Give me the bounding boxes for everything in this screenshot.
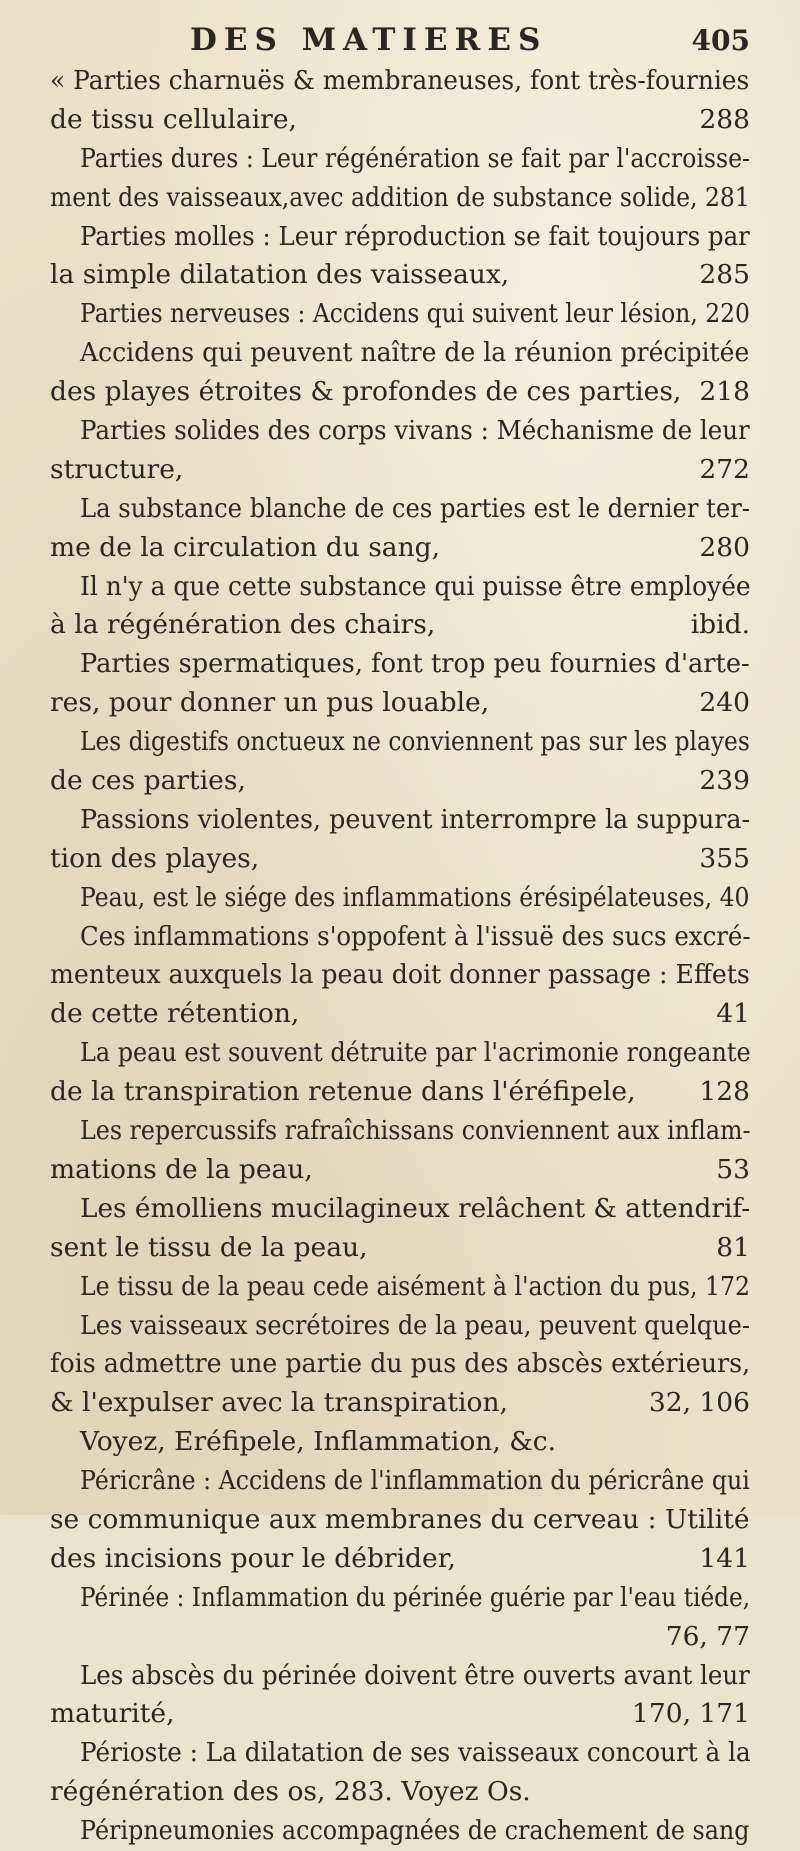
index-entry-text: des incisions pour le débrider,	[50, 1542, 456, 1574]
index-entry-text: Parties spermatiques, font trop peu fournies d'arte-	[80, 648, 750, 680]
index-line	[50, 412, 750, 451]
index-text	[50, 62, 750, 1851]
page-header	[60, 22, 750, 62]
index-line	[50, 1190, 750, 1229]
index-line	[50, 62, 750, 101]
index-line	[50, 956, 750, 995]
index-entry-text: fois admettre une partie du pus des abscès extérieurs,	[50, 1348, 751, 1380]
index-line	[50, 801, 750, 840]
index-entry-text: Les abscès du périnée doivent être ouverts avant leur	[80, 1659, 750, 1691]
page-reference: 53	[716, 1153, 750, 1185]
page-reference: 141	[699, 1542, 750, 1574]
page-reference: 128	[699, 1076, 750, 1108]
index-line	[50, 1462, 750, 1501]
index-entry-text: se communique aux membranes du cerveau : Utilité	[50, 1503, 750, 1535]
index-entry-text: ment des vaisseaux,avec addition de substance solide, 281	[50, 181, 750, 213]
index-entry-text: la simple dilatation des vaisseaux,	[50, 259, 510, 291]
index-entry-text: me de la circulation du sang,	[50, 531, 441, 563]
index-entry-text: Périnée : Inflammation du périnée guérie par l'eau tiéde,	[80, 1581, 751, 1613]
index-line	[50, 1073, 750, 1112]
index-entry-text: Parties nerveuses : Accidens qui suivent leur lésion, 220	[80, 298, 750, 330]
index-line	[50, 568, 750, 607]
page-reference: 32, 106	[648, 1387, 750, 1419]
index-line	[50, 1657, 750, 1696]
index-line	[50, 218, 750, 257]
index-entry-text: structure,	[50, 453, 184, 485]
index-entry-text: Il n'y a que cette substance qui puisse être employée	[80, 570, 751, 602]
index-entry-text: Ces inflammations s'oppofent à l'issuë des sucs excré-	[80, 920, 751, 952]
index-line	[50, 256, 750, 295]
page-reference: 239	[699, 765, 750, 797]
page-reference: 285	[699, 259, 750, 291]
index-entry-text: Passions violentes, peuvent interrompre la suppura-	[80, 803, 751, 835]
page-reference: 280	[699, 531, 750, 563]
index-line	[50, 451, 750, 490]
page-reference: 76, 77	[665, 1620, 750, 1652]
index-line	[50, 1618, 750, 1657]
index-entry-text: de cette rétention,	[50, 998, 300, 1030]
page-reference: 81	[716, 1231, 750, 1263]
index-line	[50, 762, 750, 801]
index-entry-text: menteux auxquels la peau doit donner passage : Effets	[50, 959, 750, 991]
page-reference: 41	[716, 998, 750, 1030]
index-entry-text: La peau est souvent détruite par l'acrimonie rongeante	[80, 1037, 751, 1069]
index-entry-text: & l'expulser avec la transpiration,	[50, 1387, 508, 1419]
index-line	[50, 334, 750, 373]
page-reference: 240	[699, 687, 750, 719]
page-reference: ibid.	[690, 609, 750, 641]
index-entry-text: Péripneumonies accompagnées de crachement de sang	[80, 1815, 750, 1847]
index-line	[50, 1151, 750, 1190]
index-line	[50, 490, 750, 529]
index-entry-text: « Parties charnuës & membraneuses, font très-fournies	[50, 65, 750, 96]
index-line	[50, 179, 750, 218]
index-line	[50, 723, 750, 762]
index-line	[50, 1579, 750, 1618]
index-entry-text: Parties solides des corps vivans : Méchanisme de leur	[80, 415, 750, 447]
index-line	[50, 1229, 750, 1268]
page-reference: 218	[699, 376, 750, 408]
index-line	[50, 1812, 750, 1851]
index-line	[50, 606, 750, 645]
page-reference: 288	[699, 103, 750, 135]
index-entry-text: Parties molles : Leur réproduction se fait toujours par	[80, 220, 750, 252]
index-line	[50, 995, 750, 1034]
index-line	[50, 645, 750, 684]
index-entry-text: Les émolliens mucilagineux relâchent & attendrif-	[80, 1192, 751, 1224]
index-entry-text: Les digestifs onctueux ne conviennent pas sur les playes	[80, 726, 750, 758]
index-entry-text: Le tissu de la peau cede aisément à l'action du pus, 172	[80, 1270, 751, 1302]
index-entry-text: tion des playes,	[50, 842, 260, 874]
index-line	[50, 1540, 750, 1579]
index-line	[50, 684, 750, 723]
index-line	[50, 1423, 750, 1462]
index-line	[50, 1307, 750, 1346]
index-line	[50, 1112, 750, 1151]
index-entry-text: Péricrâne : Accidens de l'inflammation du péricrâne qui	[80, 1465, 750, 1497]
index-line	[50, 1501, 750, 1540]
index-entry-text: mations de la peau,	[50, 1153, 313, 1185]
index-entry-text: régénération des os, 283. Voyez Os.	[50, 1776, 531, 1808]
index-line	[50, 295, 750, 334]
index-entry-text: à la régénération des chairs,	[50, 609, 436, 641]
index-entry-text: La substance blanche de ces parties est le dernier ter-	[80, 492, 750, 524]
index-line	[50, 140, 750, 179]
index-entry-text: Accidens qui peuvent naître de la réunion précipitée	[80, 337, 750, 369]
index-line	[50, 101, 750, 140]
page-reference: 272	[699, 453, 750, 485]
running-title: DES MATIERES	[190, 22, 548, 58]
page-number: 405	[691, 24, 750, 57]
index-line	[50, 840, 750, 879]
page-reference: 355	[699, 842, 750, 874]
index-entry-text: Les repercussifs rafraîchissans conviennent aux inflam-	[80, 1115, 751, 1147]
index-line	[50, 1384, 750, 1423]
index-entry-text: Voyez, Eréfipele, Inflammation, &c.	[80, 1426, 557, 1458]
index-entry-text: de la transpiration retenue dans l'éréfipele,	[50, 1076, 636, 1108]
index-line	[50, 879, 750, 918]
index-entry-text: de tissu cellulaire,	[50, 103, 297, 135]
index-line	[50, 1695, 750, 1734]
index-entry-text: sent le tissu de la peau,	[50, 1231, 368, 1263]
index-entry-text: Parties dures : Leur régénération se fait par l'accroisse-	[80, 142, 751, 174]
index-entry-text: Les vaisseaux secrétoires de la peau, peuvent quelque-	[80, 1309, 750, 1341]
index-line	[50, 1268, 750, 1307]
index-entry-text: des playes étroites & profondes de ces parties,	[50, 376, 682, 408]
index-line	[50, 1034, 750, 1073]
index-line	[50, 1734, 750, 1773]
index-entry-text: maturité,	[50, 1698, 175, 1730]
page-reference: 170, 171	[631, 1698, 750, 1730]
index-line	[50, 918, 750, 957]
index-entry-text: de ces parties,	[50, 765, 246, 797]
index-entry-text: Peau, est le siége des inflammations érésipélateuses, 40	[80, 881, 750, 913]
index-line	[50, 529, 750, 568]
index-line	[50, 1773, 750, 1812]
index-line	[50, 373, 750, 412]
index-entry-text: res, pour donner un pus louable,	[50, 687, 490, 719]
index-line	[50, 1345, 750, 1384]
index-entry-text: Périoste : La dilatation de ses vaisseaux concourt à la	[80, 1737, 751, 1769]
